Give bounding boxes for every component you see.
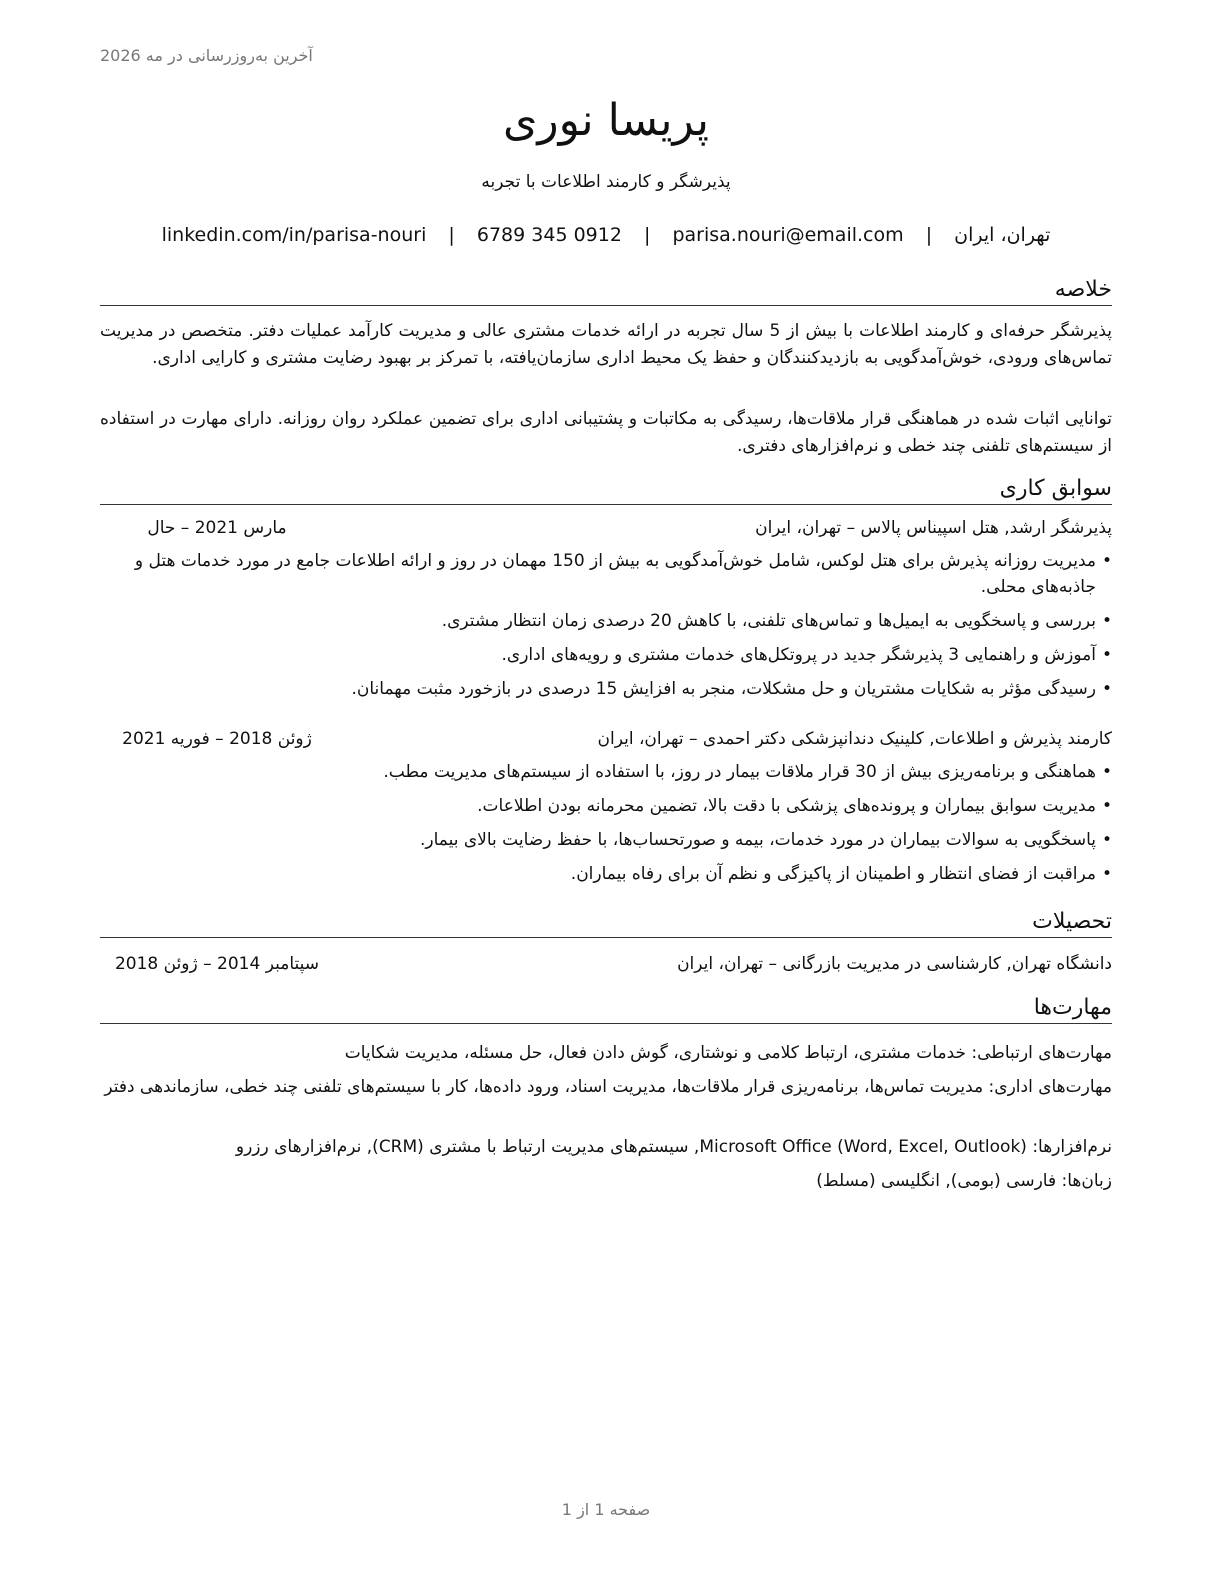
skill-line: نرم‌افزارها: Microsoft Office (Word, Excel, Outlook), سیستم‌های مدیریت ارتباط با مشتری (CRM), نرم‌افزارهای رزرو bbox=[235, 1137, 1112, 1157]
section-title-experience: سوابق کاری bbox=[100, 474, 1112, 505]
skill-line: مهارت‌های ارتباطی: خدمات مشتری، ارتباط کلامی و نوشتاری، گوش دادن فعال، حل مسئله، مدیریت شکایات bbox=[344, 1043, 1112, 1063]
list-item: • پاسخگویی به سوالات بیماران در مورد خدمات، بیمه و صورتحساب‌ها، با حفظ رضایت بالای بیمار. bbox=[100, 827, 1112, 853]
job-bullets bbox=[100, 548, 1112, 710]
job-dates: مارس 2021 – حال bbox=[147, 518, 287, 538]
contact-line bbox=[100, 224, 1112, 246]
job-title: کارمند پذیرش و اطلاعات, کلینیک دندانپزشکی دکتر احمدی – تهران، ایران bbox=[597, 729, 1112, 749]
list-item: • مراقبت از فضای انتظار و اطمینان از پاکیزگی و نظم آن برای رفاه بیماران. bbox=[100, 861, 1112, 887]
contact-location: تهران، ایران bbox=[954, 224, 1051, 246]
last-updated: آخرین به‌روزرسانی در مه 2026 bbox=[100, 46, 313, 65]
list-item: • رسیدگی مؤثر به شکایات مشتریان و حل مشکلات، منجر به افزایش 15 درصدی در بازخورد مثبت مهمانان. bbox=[100, 676, 1112, 702]
skill-line: مهارت‌های اداری: مدیریت تماس‌ها، برنامه‌ریزی قرار ملاقات‌ها، مدیریت اسناد، ورود داده‌ها، کار با سیستم‌های تلفنی چند خطی، سازماندهی دفتر bbox=[104, 1077, 1112, 1097]
education-dates: سپتامبر 2014 – ژوئن 2018 bbox=[114, 954, 320, 974]
separator: | bbox=[925, 224, 933, 246]
summary-paragraph-1: پذیرشگر حرفه‌ای و کارمند اطلاعات با بیش از 5 سال تجربه در ارائه خدمات مشتری عالی و مدیریت کارآمد عملیات دفتر. متخصص در مدیریت تماس‌های ورودی، خوش‌آمدگویی به بازدیدکنندگان و حفظ یک محیط اداری سازمان‌یافته، با تمرکز بر بهبود رضایت مشتری و کارایی اداری. bbox=[100, 321, 1112, 368]
list-item: • بررسی و پاسخگویی به ایمیل‌ها و تماس‌های تلفنی، با کاهش 20 درصدی زمان انتظار مشتری. bbox=[100, 608, 1112, 634]
education-degree: دانشگاه تهران, کارشناسی در مدیریت بازرگانی – تهران، ایران bbox=[677, 954, 1112, 974]
job-title: پذیرشگر ارشد, هتل اسپیناس پالاس – تهران، ایران bbox=[755, 518, 1112, 538]
list-item: • مدیریت سوابق بیماران و پرونده‌های پزشکی با دقت بالا، تضمین محرمانه بودن اطلاعات. bbox=[100, 793, 1112, 819]
job-header bbox=[100, 729, 1112, 755]
list-item: • هماهنگی و برنامه‌ریزی بیش از 30 قرار ملاقات بیمار در روز، با استفاده از سیستم‌های مدیریت مطب. bbox=[100, 759, 1112, 785]
summary-paragraph-2: توانایی اثبات شده در هماهنگی قرار ملاقات‌ها، رسیدگی به مکاتبات و پشتیبانی اداری برای تضمین عملکرد روان روزانه. دارای مهارت در استفاده از سیستم‌های تلفنی چند خطی و نرم‌افزارهای دفتری. bbox=[100, 409, 1112, 456]
resume-page bbox=[100, 0, 1112, 1584]
job-bullets bbox=[100, 759, 1112, 895]
section-title-skills: مهارت‌ها bbox=[100, 993, 1112, 1024]
headline: پذیرشگر و کارمند اطلاعات با تجربه bbox=[481, 172, 731, 192]
job-header bbox=[100, 518, 1112, 544]
page-number: صفحه 1 از 1 bbox=[561, 1500, 651, 1519]
skill-line: زبان‌ها: فارسی (بومی), انگلیسی (مسلط) bbox=[816, 1171, 1112, 1191]
separator: | bbox=[643, 224, 651, 246]
separator: | bbox=[448, 224, 455, 246]
job-dates: ژوئن 2018 – فوریه 2021 bbox=[122, 729, 312, 749]
education-entry bbox=[100, 954, 1112, 980]
contact-linkedin[interactable]: linkedin.com/in/parisa-nouri bbox=[161, 224, 427, 246]
list-item: • مدیریت روزانه پذیرش برای هتل لوکس، شامل خوش‌آمدگویی به بیش از 150 مهمان در روز و ارائه اطلاعات جامع در مورد خدمات هتل و جاذبه‌های محلی. bbox=[100, 548, 1112, 600]
section-title-summary: خلاصه bbox=[100, 275, 1112, 306]
list-item: • آموزش و راهنمایی 3 پذیرشگر جدید در پروتکل‌های خدمات مشتری و رویه‌های اداری. bbox=[100, 642, 1112, 668]
candidate-name: پریسا نوری bbox=[502, 95, 710, 146]
section-title-education: تحصیلات bbox=[100, 907, 1112, 938]
contact-phone[interactable]: 0912 345 6789 bbox=[476, 224, 622, 246]
contact-email[interactable]: parisa.nouri@email.com bbox=[672, 224, 904, 246]
